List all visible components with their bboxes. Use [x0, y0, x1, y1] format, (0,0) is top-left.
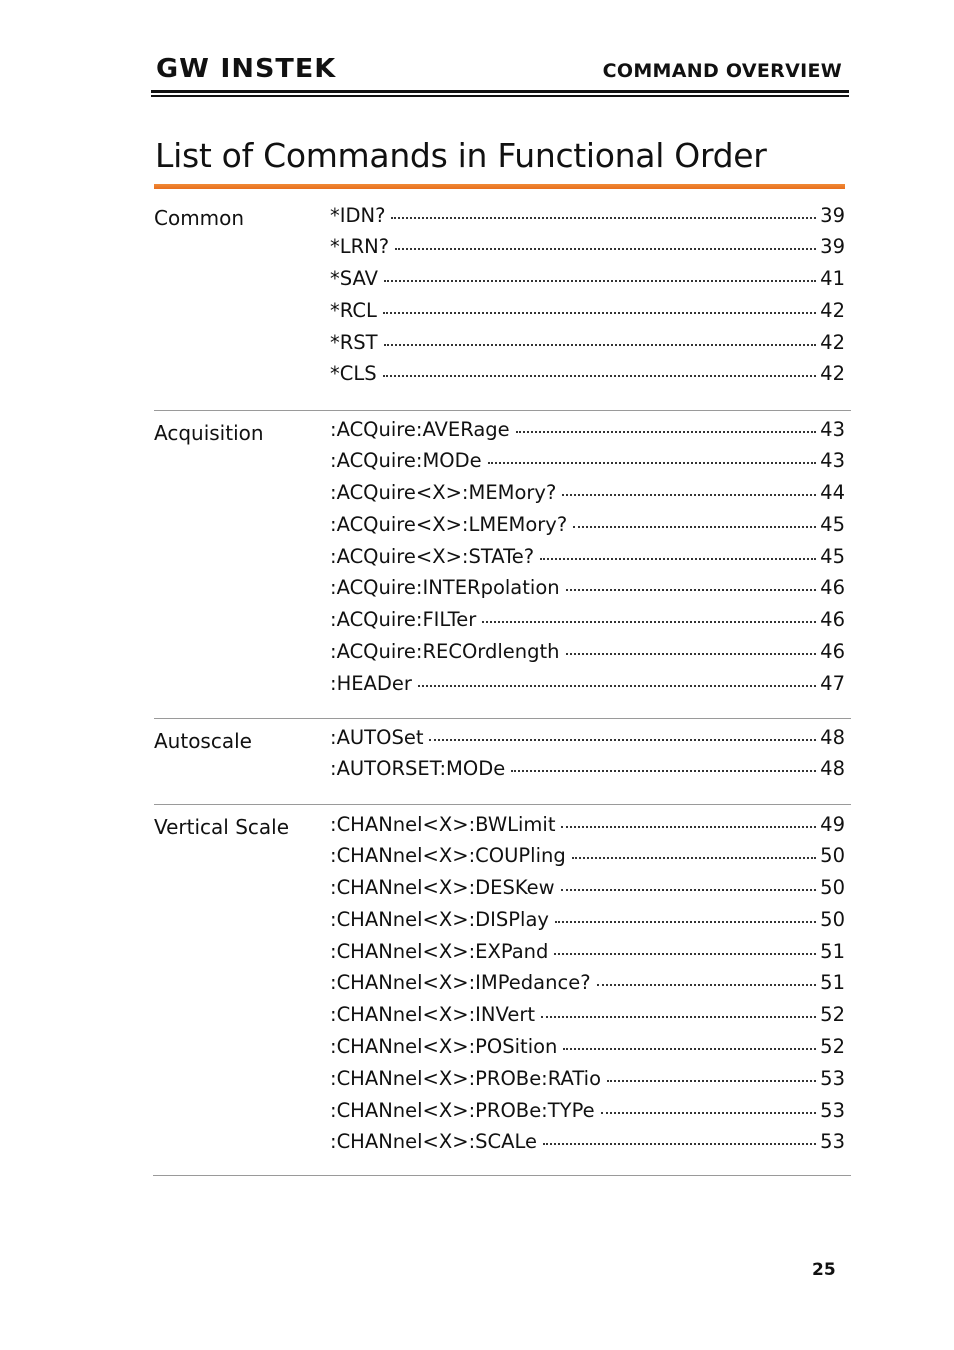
header-rule-thin — [151, 95, 849, 97]
command-entry[interactable] — [330, 327, 845, 359]
command-entry[interactable] — [330, 841, 845, 873]
command-entry[interactable] — [330, 873, 845, 905]
command-entry[interactable] — [330, 1063, 845, 1095]
leader-dots — [601, 1092, 817, 1114]
section-title: COMMAND OVERVIEW — [602, 60, 842, 82]
command-name: :ACQuire<X>:LMEMory? — [330, 512, 568, 536]
leader-dots — [607, 1060, 816, 1082]
page-ref: 50 — [820, 876, 845, 900]
command-name: :CHANnel<X>:PROBe:RATio — [330, 1066, 602, 1090]
group-label: Acquisition — [154, 421, 264, 445]
leader-dots — [418, 665, 816, 687]
command-group-autoscale — [154, 718, 851, 781]
command-entry[interactable] — [330, 264, 845, 296]
command-name: :ACQuire:RECOrdlength — [330, 640, 560, 664]
leader-dots — [383, 356, 817, 378]
command-name: :CHANnel<X>:COUPling — [330, 844, 566, 868]
page-ref: 39 — [820, 235, 845, 259]
page-ref: 43 — [820, 417, 845, 441]
command-entry[interactable] — [330, 936, 845, 968]
command-name: *IDN? — [330, 203, 386, 227]
page-ref: 48 — [820, 725, 845, 749]
command-entry[interactable] — [330, 446, 845, 478]
command-name: :ACQuire<X>:MEMory? — [330, 481, 557, 505]
command-entry[interactable] — [330, 637, 845, 669]
page-ref: 42 — [820, 362, 845, 386]
command-entry[interactable] — [330, 1127, 845, 1159]
leader-dots — [383, 292, 816, 314]
command-name: :CHANnel<X>:SCALe — [330, 1130, 538, 1154]
command-name: :AUTOSet — [330, 725, 424, 749]
leader-dots — [562, 475, 816, 497]
leader-dots — [561, 806, 816, 828]
command-entry[interactable] — [330, 605, 845, 637]
page-ref: 43 — [820, 449, 845, 473]
leader-dots — [511, 751, 816, 773]
leader-dots — [540, 538, 816, 560]
command-name: *RST — [330, 330, 378, 354]
command-group-acquisition — [154, 410, 851, 695]
heading-accent-rule — [154, 184, 845, 189]
leader-dots — [384, 324, 817, 346]
group-label: Vertical Scale — [154, 815, 290, 839]
page-ref: 52 — [820, 1003, 845, 1027]
group-label: Common — [154, 206, 245, 230]
page-ref: 48 — [820, 757, 845, 781]
command-entry[interactable] — [330, 1095, 845, 1127]
page-ref: 47 — [820, 671, 845, 695]
command-name: :ACQuire:MODe — [330, 449, 482, 473]
header-rule-thick — [151, 90, 849, 93]
page-ref: 46 — [820, 608, 845, 632]
leader-dots — [566, 570, 817, 592]
page-ref: 50 — [820, 844, 845, 868]
command-name: :CHANnel<X>:IMPedance? — [330, 971, 591, 995]
command-name: *SAV — [330, 267, 378, 291]
command-name: :ACQuire:FILTer — [330, 608, 477, 632]
command-name: :ACQuire:INTERpolation — [330, 576, 560, 600]
leader-dots — [543, 1124, 816, 1146]
page-ref: 53 — [820, 1098, 845, 1122]
command-name: :CHANnel<X>:POSition — [330, 1035, 558, 1059]
command-entry[interactable] — [330, 541, 845, 573]
command-entry[interactable] — [330, 232, 845, 264]
command-name: :AUTORSET:MODe — [330, 757, 506, 781]
command-entry[interactable] — [330, 200, 845, 232]
leader-dots — [573, 506, 816, 528]
page-ref: 46 — [820, 576, 845, 600]
group-label: Autoscale — [154, 729, 252, 753]
leader-dots — [384, 261, 816, 283]
command-entry[interactable] — [330, 573, 845, 605]
command-entry[interactable] — [330, 754, 845, 786]
leader-dots — [395, 229, 816, 251]
command-name: *CLS — [330, 362, 377, 386]
command-name: *RCL — [330, 298, 377, 322]
page-ref: 51 — [820, 939, 845, 963]
page-ref: 53 — [820, 1066, 845, 1090]
leader-dots — [597, 965, 817, 987]
command-name: :CHANnel<X>:EXPand — [330, 939, 549, 963]
page-ref: 52 — [820, 1035, 845, 1059]
command-name: :CHANnel<X>:BWLimit — [330, 812, 556, 836]
leader-dots — [391, 197, 816, 219]
leader-dots — [572, 838, 816, 860]
leader-dots — [429, 719, 816, 741]
command-entry[interactable] — [330, 359, 845, 391]
command-list — [330, 809, 845, 1159]
leader-dots — [482, 602, 816, 624]
command-entry[interactable] — [330, 1000, 845, 1032]
leader-dots — [555, 901, 816, 923]
leader-dots — [488, 443, 817, 465]
page-number: 25 — [812, 1260, 836, 1280]
command-entry[interactable] — [330, 478, 845, 510]
leader-dots — [516, 411, 817, 433]
command-name: :CHANnel<X>:INVert — [330, 1003, 535, 1027]
command-entry[interactable] — [330, 904, 845, 936]
command-name: :CHANnel<X>:DESKew — [330, 876, 555, 900]
command-entry[interactable] — [330, 414, 845, 446]
command-entry[interactable] — [330, 295, 845, 327]
command-list — [330, 722, 845, 786]
command-entry[interactable] — [330, 509, 845, 541]
page-ref: 45 — [820, 544, 845, 568]
command-name: :HEADer — [330, 671, 412, 695]
page-ref: 44 — [820, 481, 845, 505]
page-ref: 49 — [820, 812, 845, 836]
command-name: :ACQuire<X>:STATe? — [330, 544, 535, 568]
page-ref: 50 — [820, 907, 845, 931]
page-ref: 39 — [820, 203, 845, 227]
page-ref: 45 — [820, 512, 845, 536]
command-list — [330, 414, 845, 700]
leader-dots — [541, 997, 816, 1019]
leader-dots — [554, 933, 816, 955]
leader-dots — [566, 634, 817, 656]
page-ref: 51 — [820, 971, 845, 995]
command-name: :CHANnel<X>:PROBe:TYPe — [330, 1098, 595, 1122]
command-entry[interactable] — [330, 809, 845, 841]
command-entry[interactable] — [330, 722, 845, 754]
page-heading: List of Commands in Functional Order — [155, 136, 767, 175]
command-name: *LRN? — [330, 235, 390, 259]
command-name: :ACQuire:AVERage — [330, 417, 510, 441]
brand-logo: GW INSTEK — [156, 54, 337, 84]
command-entry[interactable] — [330, 1032, 845, 1064]
command-group-vertical-scale — [154, 804, 851, 1154]
command-entry[interactable] — [330, 968, 845, 1000]
leader-dots — [563, 1029, 816, 1051]
page-ref: 42 — [820, 330, 845, 354]
command-list — [330, 200, 845, 391]
page-ref: 46 — [820, 640, 845, 664]
page-ref: 42 — [820, 298, 845, 322]
command-name: :CHANnel<X>:DISPlay — [330, 907, 549, 931]
page-ref: 41 — [820, 267, 845, 291]
page-ref: 53 — [820, 1130, 845, 1154]
table-bottom-rule — [153, 1175, 851, 1176]
leader-dots — [561, 870, 817, 892]
command-entry[interactable] — [330, 668, 845, 700]
